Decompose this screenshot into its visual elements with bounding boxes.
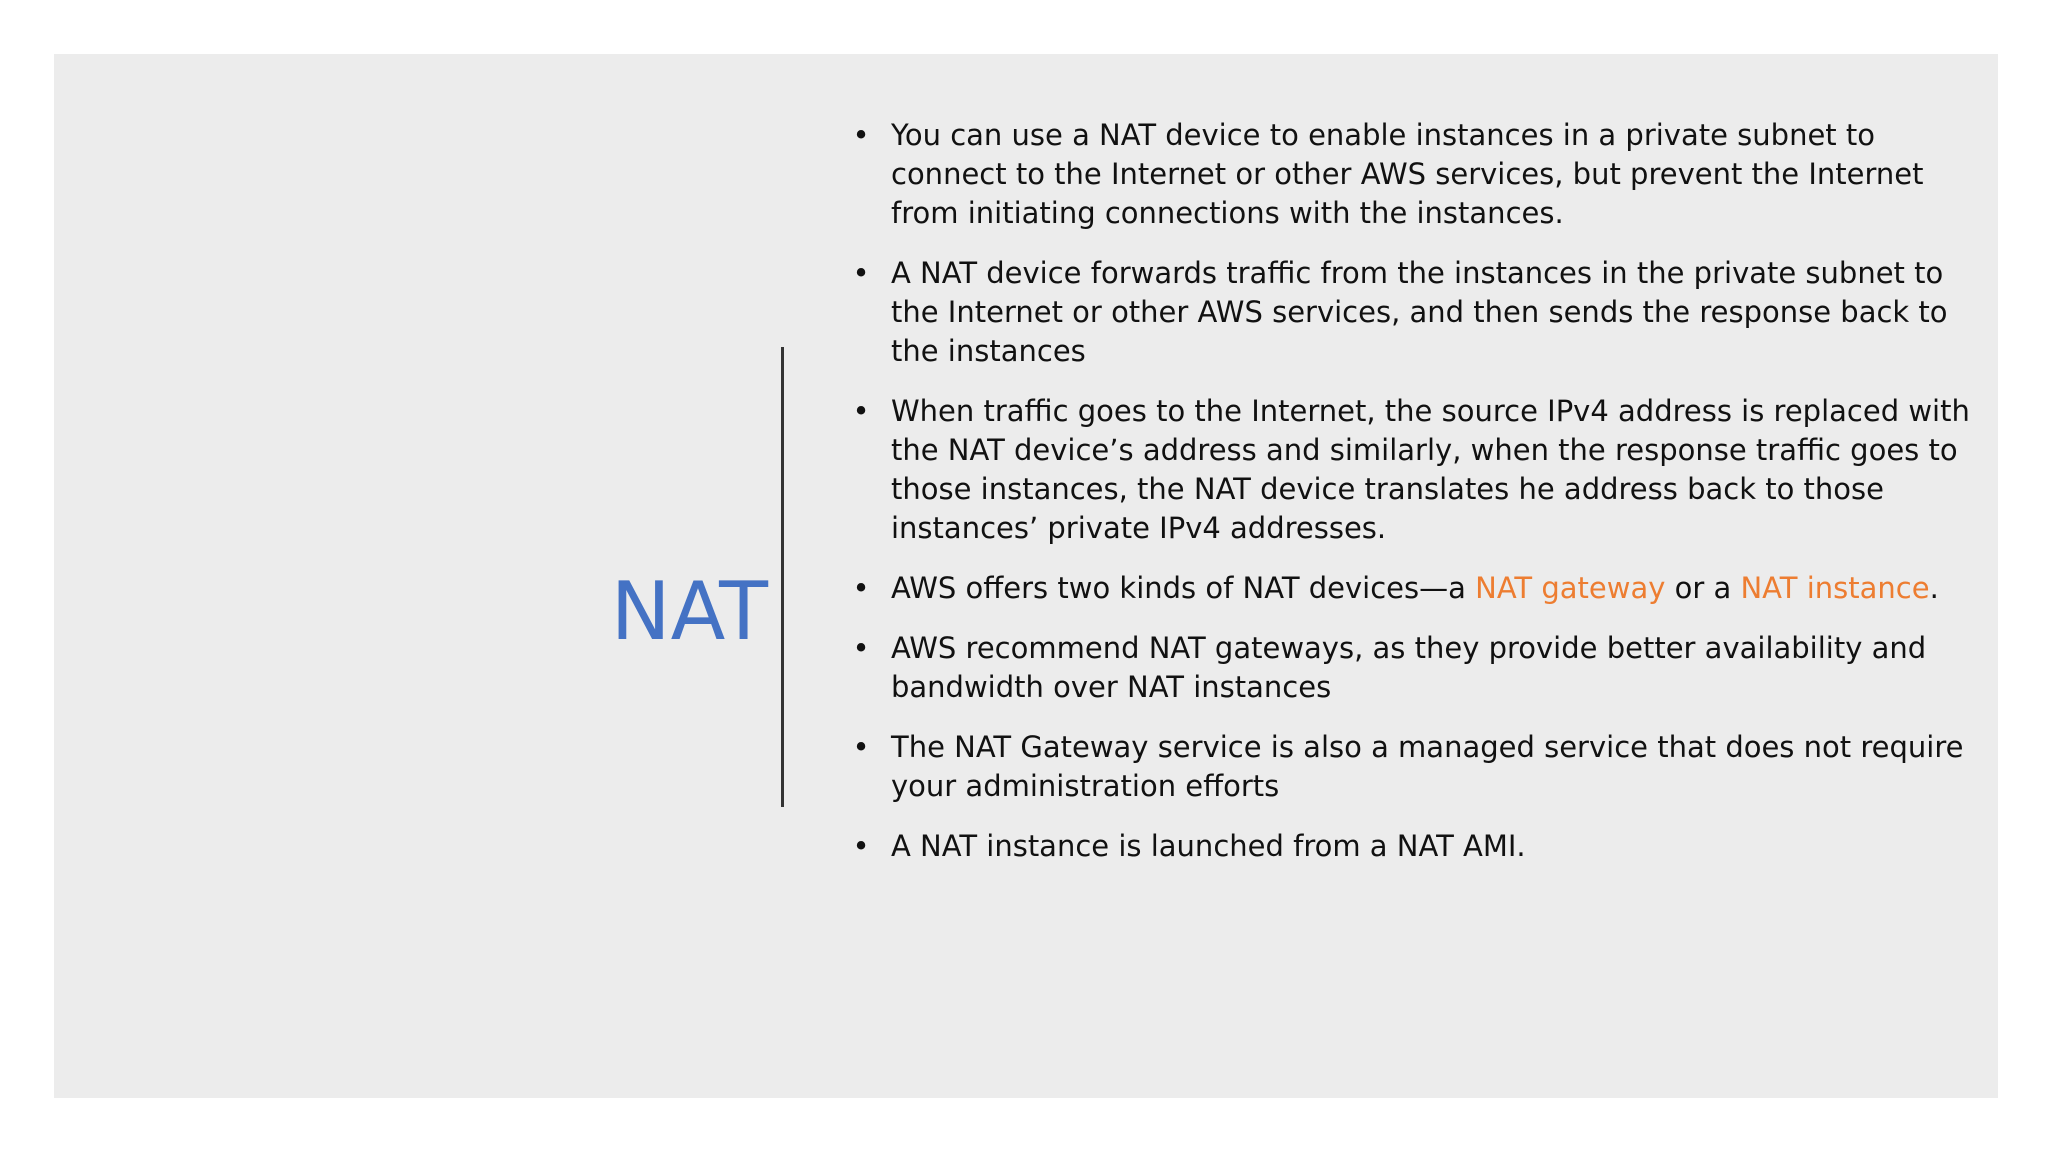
bullet-marker: •	[852, 118, 870, 152]
bullet-marker: •	[852, 256, 870, 290]
bullet-item	[852, 254, 1971, 371]
nat-instance-link[interactable]: NAT instance	[1740, 571, 1930, 605]
bullet-item	[852, 569, 1971, 608]
bullet-marker: •	[852, 394, 870, 428]
bullet-marker: •	[852, 571, 870, 605]
bullet-marker: •	[852, 631, 870, 665]
bullet-text: You can use a NAT device to enable instances in a private subnet to connect to the Internet or other AWS services, but prevent the Internet from initiating connections with the instances.	[891, 118, 1924, 230]
bullet-text: AWS recommend NAT gateways, as they provide better availability and bandwidth over NAT instances	[891, 631, 1927, 704]
bullet-item	[852, 728, 1971, 806]
bullet-marker: •	[852, 730, 870, 764]
bullet-list	[852, 116, 1971, 887]
bullet-item	[852, 827, 1971, 866]
bullet-item	[852, 116, 1971, 233]
slide	[54, 54, 1998, 1098]
bullet-text: AWS offers two kinds of NAT devices—a	[891, 571, 1476, 605]
bullet-text: .	[1929, 571, 1939, 605]
bullet-text: The NAT Gateway service is also a managed service that does not require your administration efforts	[891, 730, 1964, 803]
bullet-text: A NAT device forwards traffic from the instances in the private subnet to the Internet or other AWS services, and then sends the response back to the instances	[891, 256, 1948, 368]
bullet-text: or a	[1665, 571, 1741, 605]
slide-title: NAT	[610, 565, 768, 658]
vertical-divider	[781, 347, 784, 807]
bullet-text: A NAT instance is launched from a NAT AMI.	[891, 829, 1526, 863]
bullet-text: When traffic goes to the Internet, the source IPv4 address is replaced with the NAT device’s address and similarly, when the response traffic goes to those instances, the NAT device translates he address back to those instances’ private IPv4 addresses.	[891, 394, 1970, 545]
nat-gateway-link[interactable]: NAT gateway	[1475, 571, 1666, 605]
bullet-item	[852, 629, 1971, 707]
bullet-item	[852, 392, 1971, 548]
bullet-marker: •	[852, 829, 870, 863]
